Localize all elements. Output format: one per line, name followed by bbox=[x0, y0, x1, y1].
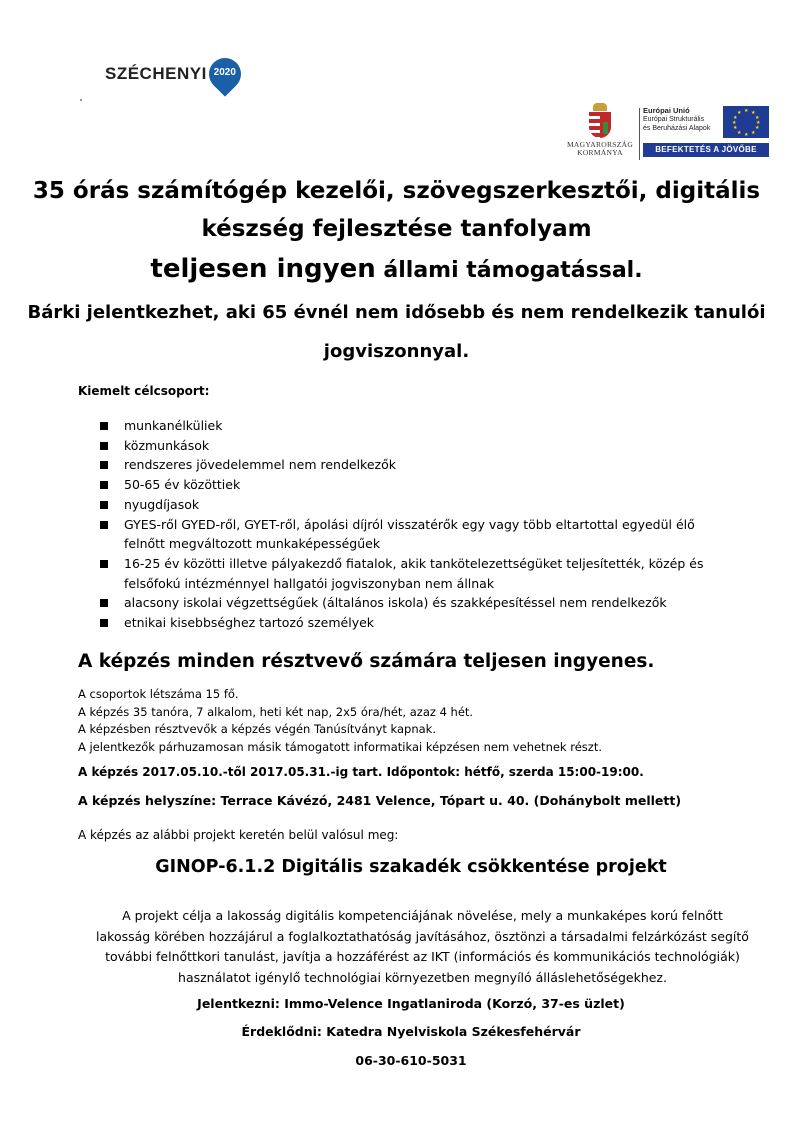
coat-of-arms-icon bbox=[587, 103, 613, 139]
logo-divider bbox=[639, 108, 640, 160]
description-line: lakosság körében hozzájárul a foglalkoztathatóság javításához, ösztönzi a társadalmi felzárkózást segítő bbox=[96, 928, 749, 944]
list-item: etnikai kisebbséghez tartozó személyek bbox=[100, 613, 740, 633]
szechenyi-2020-logo bbox=[105, 50, 241, 98]
szechenyi-badge-text: 2020 bbox=[213, 67, 236, 78]
course-dates: A képzés 2017.05.10.-től 2017.05.31.-ig tart. Időpontok: hétfő, szerda 15:00-19:00. bbox=[78, 765, 644, 779]
gov-text-line1: MAGYARORSZÁG bbox=[566, 140, 634, 149]
target-group-title: Kiemelt célcsoport: bbox=[78, 384, 210, 398]
inquiry-contact: Érdeklődni: Katedra Nyelviskola Székesfehérvár bbox=[241, 1024, 581, 1039]
eu-logo-text bbox=[643, 106, 710, 138]
title-line3-rest: állami támogatással. bbox=[375, 258, 643, 283]
list-item bbox=[100, 515, 740, 554]
target-group-list bbox=[100, 416, 740, 633]
course-location: A képzés helyszíne: Terrace Kávézó, 2481 Velence, Tópart u. 40. (Dohánybolt mellett) bbox=[78, 793, 682, 808]
subtitle-line2: jogviszonnyal. bbox=[323, 341, 470, 362]
eu-text-line2: Európai Strukturális bbox=[643, 116, 705, 123]
info-line: A csoportok létszáma 15 fő. bbox=[78, 687, 239, 701]
free-course-heading: A képzés minden résztvevő számára teljesen ingyenes. bbox=[78, 651, 655, 672]
szechenyi-logo-text: SZÉCHENYI bbox=[105, 64, 207, 83]
main-title-line2: készség fejlesztése tanfolyam bbox=[201, 216, 592, 242]
list-item-continuation: felnőtt megváltozott munkaképességűek bbox=[124, 536, 381, 552]
list-item-text: 16-25 év közötti illetve pályakezdő fiatalok, akik tankötelezettségüket teljesítették, közép és bbox=[124, 555, 704, 571]
project-description bbox=[50, 906, 793, 988]
eu-text-line1: Európai Unió bbox=[643, 106, 690, 115]
hungarian-government-logo bbox=[566, 103, 634, 157]
info-line: A jelentkezők párhuzamosan másik támogatott informatikai képzésen nem vehetnek részt. bbox=[78, 739, 602, 754]
description-line: használatot igénylő technológiai környezetben megnyíló álláslehetőségekhez. bbox=[178, 969, 667, 985]
list-item-continuation: felsőfokú intézménnyel hallgatói jogviszonyban nem állnak bbox=[124, 575, 495, 591]
phone-number: 06-30-610-5031 bbox=[355, 1053, 467, 1068]
eu-funds-logo bbox=[643, 106, 769, 157]
list-item: rendszeres jövedelemmel nem rendelkezők bbox=[100, 455, 740, 475]
eu-flag-icon: ★ ★ ★ ★ ★ ★ ★ ★ ★ ★ ★ ★ bbox=[723, 106, 769, 138]
main-title-line3 bbox=[0, 254, 793, 284]
info-line: A képzésben résztvevők a képzés végén Tanúsítványt kapnak. bbox=[78, 722, 436, 736]
project-intro: A képzés az alábbi projekt keretén belül valósul meg: bbox=[78, 828, 399, 842]
list-item: nyugdíjasok bbox=[100, 495, 740, 515]
government-logo-text bbox=[566, 141, 634, 157]
description-line: A projekt célja a lakosság digitális kompetenciájának növelése, mely a munkaképes korú felnőtt bbox=[122, 908, 723, 923]
decorative-dot bbox=[80, 99, 82, 101]
title-emphasis: teljesen ingyen bbox=[150, 254, 376, 284]
main-title-line1: 35 órás számítógép kezelői, szövegszerkesztői, digitális bbox=[32, 178, 761, 204]
gov-text-line2: KORMÁNYA bbox=[577, 148, 623, 157]
eu-text-line3: és Beruházási Alapok bbox=[643, 125, 711, 132]
list-item: alacsony iskolai végzettségűek (általános iskola) és szakképesítéssel nem rendelkezők bbox=[100, 593, 740, 613]
description-line: további felnőttkori tanulást, javítja a hozzáférést az IKT (információs és kommunikációs technológiák) bbox=[105, 949, 740, 964]
info-line: A képzés 35 tanóra, 7 alkalom, heti két nap, 2x5 óra/hét, azaz 4 hét. bbox=[78, 704, 474, 719]
eu-slogan-bar: BEFEKTETÉS A JÖVŐBE bbox=[643, 143, 769, 157]
map-pin-icon bbox=[209, 58, 241, 98]
list-item: közmunkások bbox=[100, 436, 740, 456]
project-title: GINOP-6.1.2 Digitális szakadék csökkentése projekt bbox=[155, 857, 667, 877]
list-item-text: GYES-ről GYED-ről, GYET-ről, ápolási díjról visszatérők egy vagy több eltartottal egyedül élő bbox=[124, 516, 695, 532]
list-item: 50-65 év közöttiek bbox=[100, 475, 740, 495]
list-item bbox=[100, 554, 740, 593]
list-item: munkanélküliek bbox=[100, 416, 740, 436]
apply-contact: Jelentkezni: Immo-Velence Ingatlaniroda (Korzó, 37-es üzlet) bbox=[197, 996, 625, 1011]
course-info bbox=[78, 686, 602, 756]
subtitle-line1: Bárki jelentkezhet, aki 65 évnél nem idősebb és nem rendelkezik tanulói bbox=[27, 302, 766, 323]
